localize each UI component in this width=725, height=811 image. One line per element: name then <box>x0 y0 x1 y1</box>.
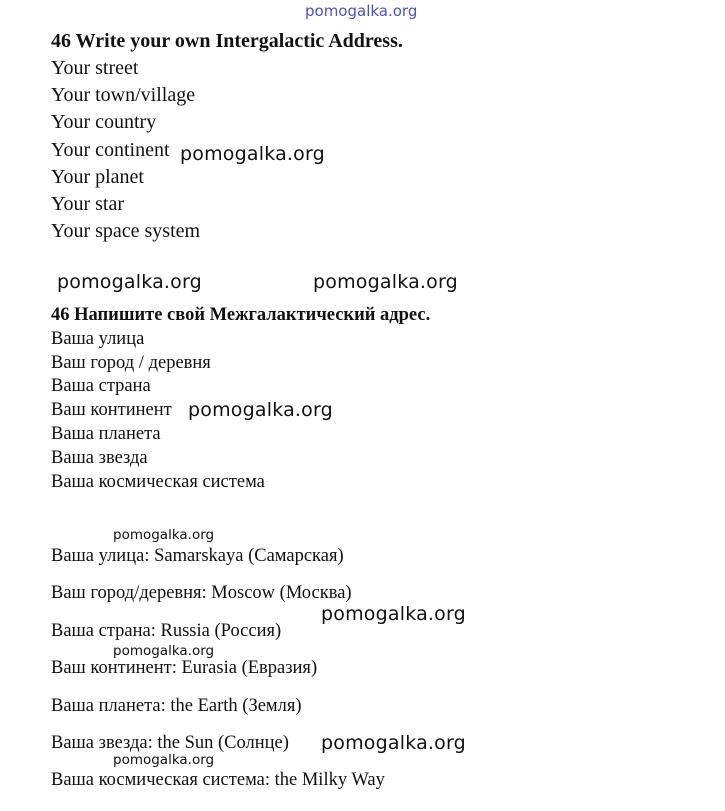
english-line-planet: Your planet <box>51 166 144 188</box>
russian-line-star: Ваша звезда <box>51 448 148 468</box>
answer-town: Ваш город/деревня: Moscow (Москва) <box>51 583 352 603</box>
watermark: pomogalka.org <box>188 399 333 421</box>
russian-line-planet: Ваша планета <box>51 424 161 444</box>
english-line-street: Your street <box>51 57 139 79</box>
answer-planet: Ваша планета: the Earth (Земля) <box>51 696 302 716</box>
english-line-country: Your country <box>51 111 157 133</box>
english-line-continent: Your continent <box>51 139 170 161</box>
english-heading: 46 Write your own Intergalactic Address. <box>51 30 403 52</box>
watermark: pomogalka.org <box>180 143 325 165</box>
russian-line-street: Ваша улица <box>51 329 145 349</box>
watermark-top: pomogalka.org <box>305 2 418 20</box>
russian-line-continent: Ваш континент <box>51 400 172 420</box>
english-line-town: Your town/village <box>51 84 196 106</box>
english-line-star: Your star <box>51 193 124 215</box>
russian-heading: 46 Напишите свой Межгалактический адрес. <box>51 305 431 325</box>
watermark: pomogalka.org <box>321 732 466 754</box>
watermark: pomogalka.org <box>313 271 458 293</box>
answer-continent: Ваш континент: Eurasia (Евразия) <box>51 658 318 678</box>
answer-country: Ваша страна: Russia (Россия) <box>51 621 282 641</box>
russian-line-country: Ваша страна <box>51 376 151 396</box>
answer-star: Ваша звезда: the Sun (Солнце) <box>51 733 289 753</box>
watermark: pomogalka.org <box>321 603 466 625</box>
watermark: pomogalka.org <box>57 271 202 293</box>
watermark: pomogalka.org <box>113 643 215 659</box>
watermark: pomogalka.org <box>113 752 215 768</box>
russian-line-town: Ваш город / деревня <box>51 353 211 373</box>
answer-space-system: Ваша космическая система: the Milky Way <box>51 770 385 790</box>
english-line-space-system: Your space system <box>51 220 201 242</box>
watermark: pomogalka.org <box>113 527 215 543</box>
answer-street: Ваша улица: Samarskaya (Самарская) <box>51 546 344 566</box>
russian-line-space-system: Ваша космическая система <box>51 472 265 492</box>
